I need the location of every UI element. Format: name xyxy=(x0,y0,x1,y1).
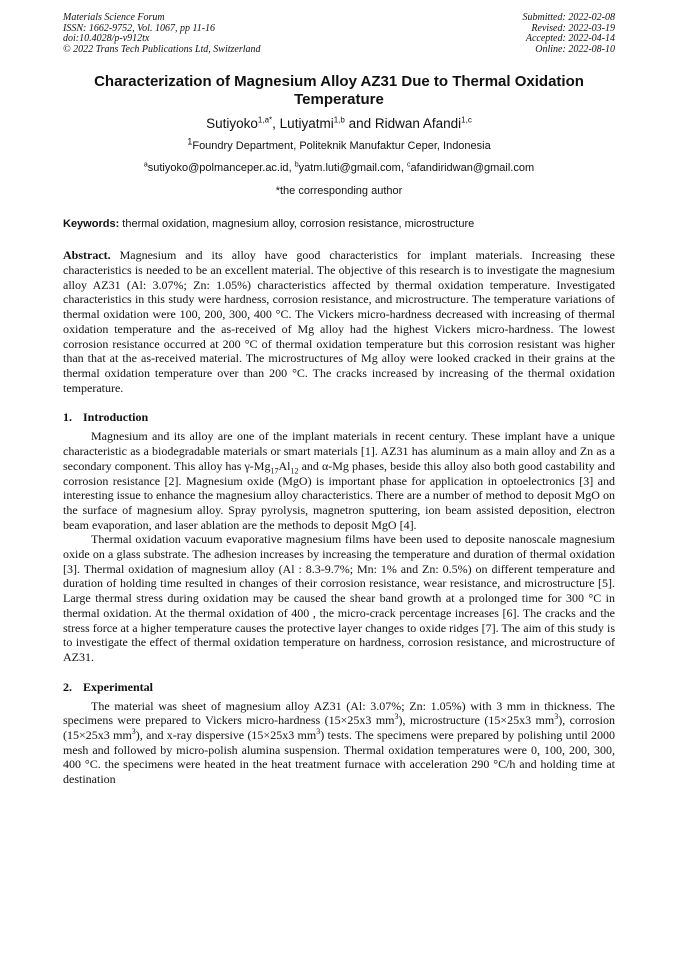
keywords xyxy=(63,217,615,231)
section-heading xyxy=(63,680,615,695)
author-name: Sutiyoko xyxy=(206,116,258,132)
author-name: Ridwan Afandi xyxy=(374,116,462,132)
email-separator: , xyxy=(400,162,407,175)
paper-title: Characterization of Magnesium Alloy AZ31 Due to Thermal Oxidation Temperature xyxy=(94,73,584,109)
date-submitted: Submitted: 2022-02-08 xyxy=(522,12,615,23)
affiliation-text: Foundry Department, Politeknik Manufaktur Ceper, Indonesia xyxy=(192,140,491,153)
paragraph xyxy=(63,429,615,532)
section-body xyxy=(63,699,615,787)
abstract-text: Magnesium and its alloy have good characteristics for implant materials. Increasing these characteristics is needed to be an excellent material. The objective of this research is to investigate the magnesium alloy AZ31 (Al: 3.07%; Zn: 1.05%) characteristics affected by thermal oxidation temperature. Investigated characteristics in this study were hardness, corrosion resistance, and microstructure. The temperature variations of thermal oxidation were 100, 200, 300, 400 °C. The Vickers micro-hardness decreased with increasing of thermal oxidation temperature and the as-received of Mg alloy had the highest Vickers micro-hardness. The lowest corrosion resistance occurred at 200 °C of thermal oxidation temperature but this corrosion resistant was higher than that at the as-received material. The microstructures of Mg alloy were looked cracked in their grains at the thermal oxidation temperature over than 200 °C. The cracks increased by increasing of the thermal oxidation temperature. xyxy=(63,248,615,395)
author-name: Lutiyatmi xyxy=(279,116,334,132)
paragraph xyxy=(63,699,615,787)
section-number: 2. xyxy=(63,679,72,694)
author-list xyxy=(63,115,615,133)
text-run: ), microstructure (15×25x3 mm xyxy=(398,713,555,728)
text-run: and α-Mg phases, beside this alloy also both good castability and corrosion resistance [2]. Magnesium oxide (MgO) is important phase for application in optoelectronics [3] and interesting issue to enhance the magnesium alloy characteristics. There are a number of method to deposit MgO on the surface of magnesium alloy. Spray pyrolysis, magnetron sputtering, ion beam assisted deposition, electron beam evaporation, and laser ablation are the methods to deposit MgO [4]. xyxy=(63,458,615,532)
email-link[interactable]: afandiridwan@gmail.com xyxy=(410,162,535,175)
section-title: Introduction xyxy=(83,410,149,425)
paper-page xyxy=(63,13,615,787)
section-number: 1. xyxy=(63,410,72,425)
author-separator: and xyxy=(344,116,375,132)
section-body xyxy=(63,429,615,664)
corresponding-author-note: *the corresponding author xyxy=(275,185,403,198)
superscript: 3 xyxy=(316,727,321,737)
date-revised: Revised: 2022-03-19 xyxy=(531,22,615,34)
section-title: Experimental xyxy=(83,679,153,694)
subscript: 17 xyxy=(270,466,279,476)
email-link[interactable]: yatm.luti@gmail.com xyxy=(298,162,401,175)
author-affil-sup: 1,b xyxy=(333,115,345,125)
journal-issn: ISSN: 1662-9752, Vol. 1067, pp 11-16 xyxy=(63,22,216,34)
abstract xyxy=(63,248,615,395)
text-run: Magnesium and its alloy are one of the implant materials in recent century. These implant have a unique characteristic as a biodegradable materials or smart materials [1]. AZ31 has aluminum as a main alloy and Zn as a secondary component. This alloy has γ-Mg xyxy=(63,429,615,473)
text-run: ) tests. The specimens were prepared by polishing until 2000 mesh and followed by micro-polish alumina suspension. Thermal oxidation temperatures were 0, 100, 200, 300, 400 °C. the specimens were heated in the heat treatment furnace with acceleration 290 °C/h and holding time at destination xyxy=(63,728,615,787)
email-link[interactable]: sutiyoko@polmanceper.ac.id xyxy=(147,162,289,175)
paragraph: Thermal oxidation vacuum evaporative magnesium films have been used to deposite nanoscale magnesium oxide on a glass substrate. The adhesion increases by increasing the temperature and duration of thermal oxidation [3]. Thermal oxidation of magnesium alloy (Al : 8.3-9.7%; Mn: 1% and Zn: 0.5%) on different temperature and duration of holding time resulted in changes of their corrosion resistance, wear resistance, and microstructure [5]. Large thermal stress during oxidation may be caused the shear band growth at a prolonged time for 300 °C in thermal oxidation. At the thermal oxidation of 400 , the micro-crack percentage increases [6]. The cracks and the stress force at a higher temperature causes the protective layer changes to oxide ridges [7]. The aim of this study is to investigate the effect of thermal oxidation temperature on hardness, corrosion resistance, and microstructure of AZ31. xyxy=(63,532,615,664)
author-affil-sup: 1,c xyxy=(461,115,472,125)
keywords-label: Keywords: xyxy=(63,218,120,231)
author-affil-sup: 1,a* xyxy=(257,115,273,125)
subscript: 12 xyxy=(290,466,299,476)
author-emails xyxy=(63,161,615,175)
email-separator: , xyxy=(288,162,295,175)
affiliation xyxy=(63,136,615,153)
email-sup: c xyxy=(406,161,411,169)
journal-header xyxy=(63,13,615,55)
journal-doi: doi:10.4028/p-v912tx xyxy=(63,33,150,45)
text-run: Al xyxy=(278,458,291,473)
journal-info xyxy=(63,13,261,55)
text-run: ), and x-ray dispersive (15×25x3 mm xyxy=(135,728,317,743)
abstract-label: Abstract. xyxy=(63,248,111,263)
email-sup: a xyxy=(143,161,148,169)
date-online: Online: 2022-08-10 xyxy=(535,43,615,55)
journal-copyright: © 2022 Trans Tech Publications Ltd, Switzerland xyxy=(63,43,261,55)
journal-name: Materials Science Forum xyxy=(63,12,165,23)
superscript: 3 xyxy=(554,712,559,722)
keywords-text: thermal oxidation, magnesium alloy, corrosion resistance, microstructure xyxy=(119,218,475,231)
email-sup: b xyxy=(294,161,299,169)
affiliation-sup: 1 xyxy=(187,136,193,147)
superscript: 3 xyxy=(131,727,136,737)
date-accepted: Accepted: 2022-04-14 xyxy=(525,33,615,45)
text-run: The material was sheet of magnesium alloy AZ31 (Al: 3.07%; Zn: 1.05%) with 3 mm in thickness. The specimens were prepared to Vickers micro-hardness (15×25x3 mm xyxy=(63,698,615,728)
superscript: 3 xyxy=(394,712,399,722)
text-run: ), corrosion (15×25x3 mm xyxy=(63,713,615,743)
section-heading xyxy=(63,410,615,425)
author-separator: , xyxy=(272,116,280,132)
submission-dates xyxy=(523,13,616,55)
